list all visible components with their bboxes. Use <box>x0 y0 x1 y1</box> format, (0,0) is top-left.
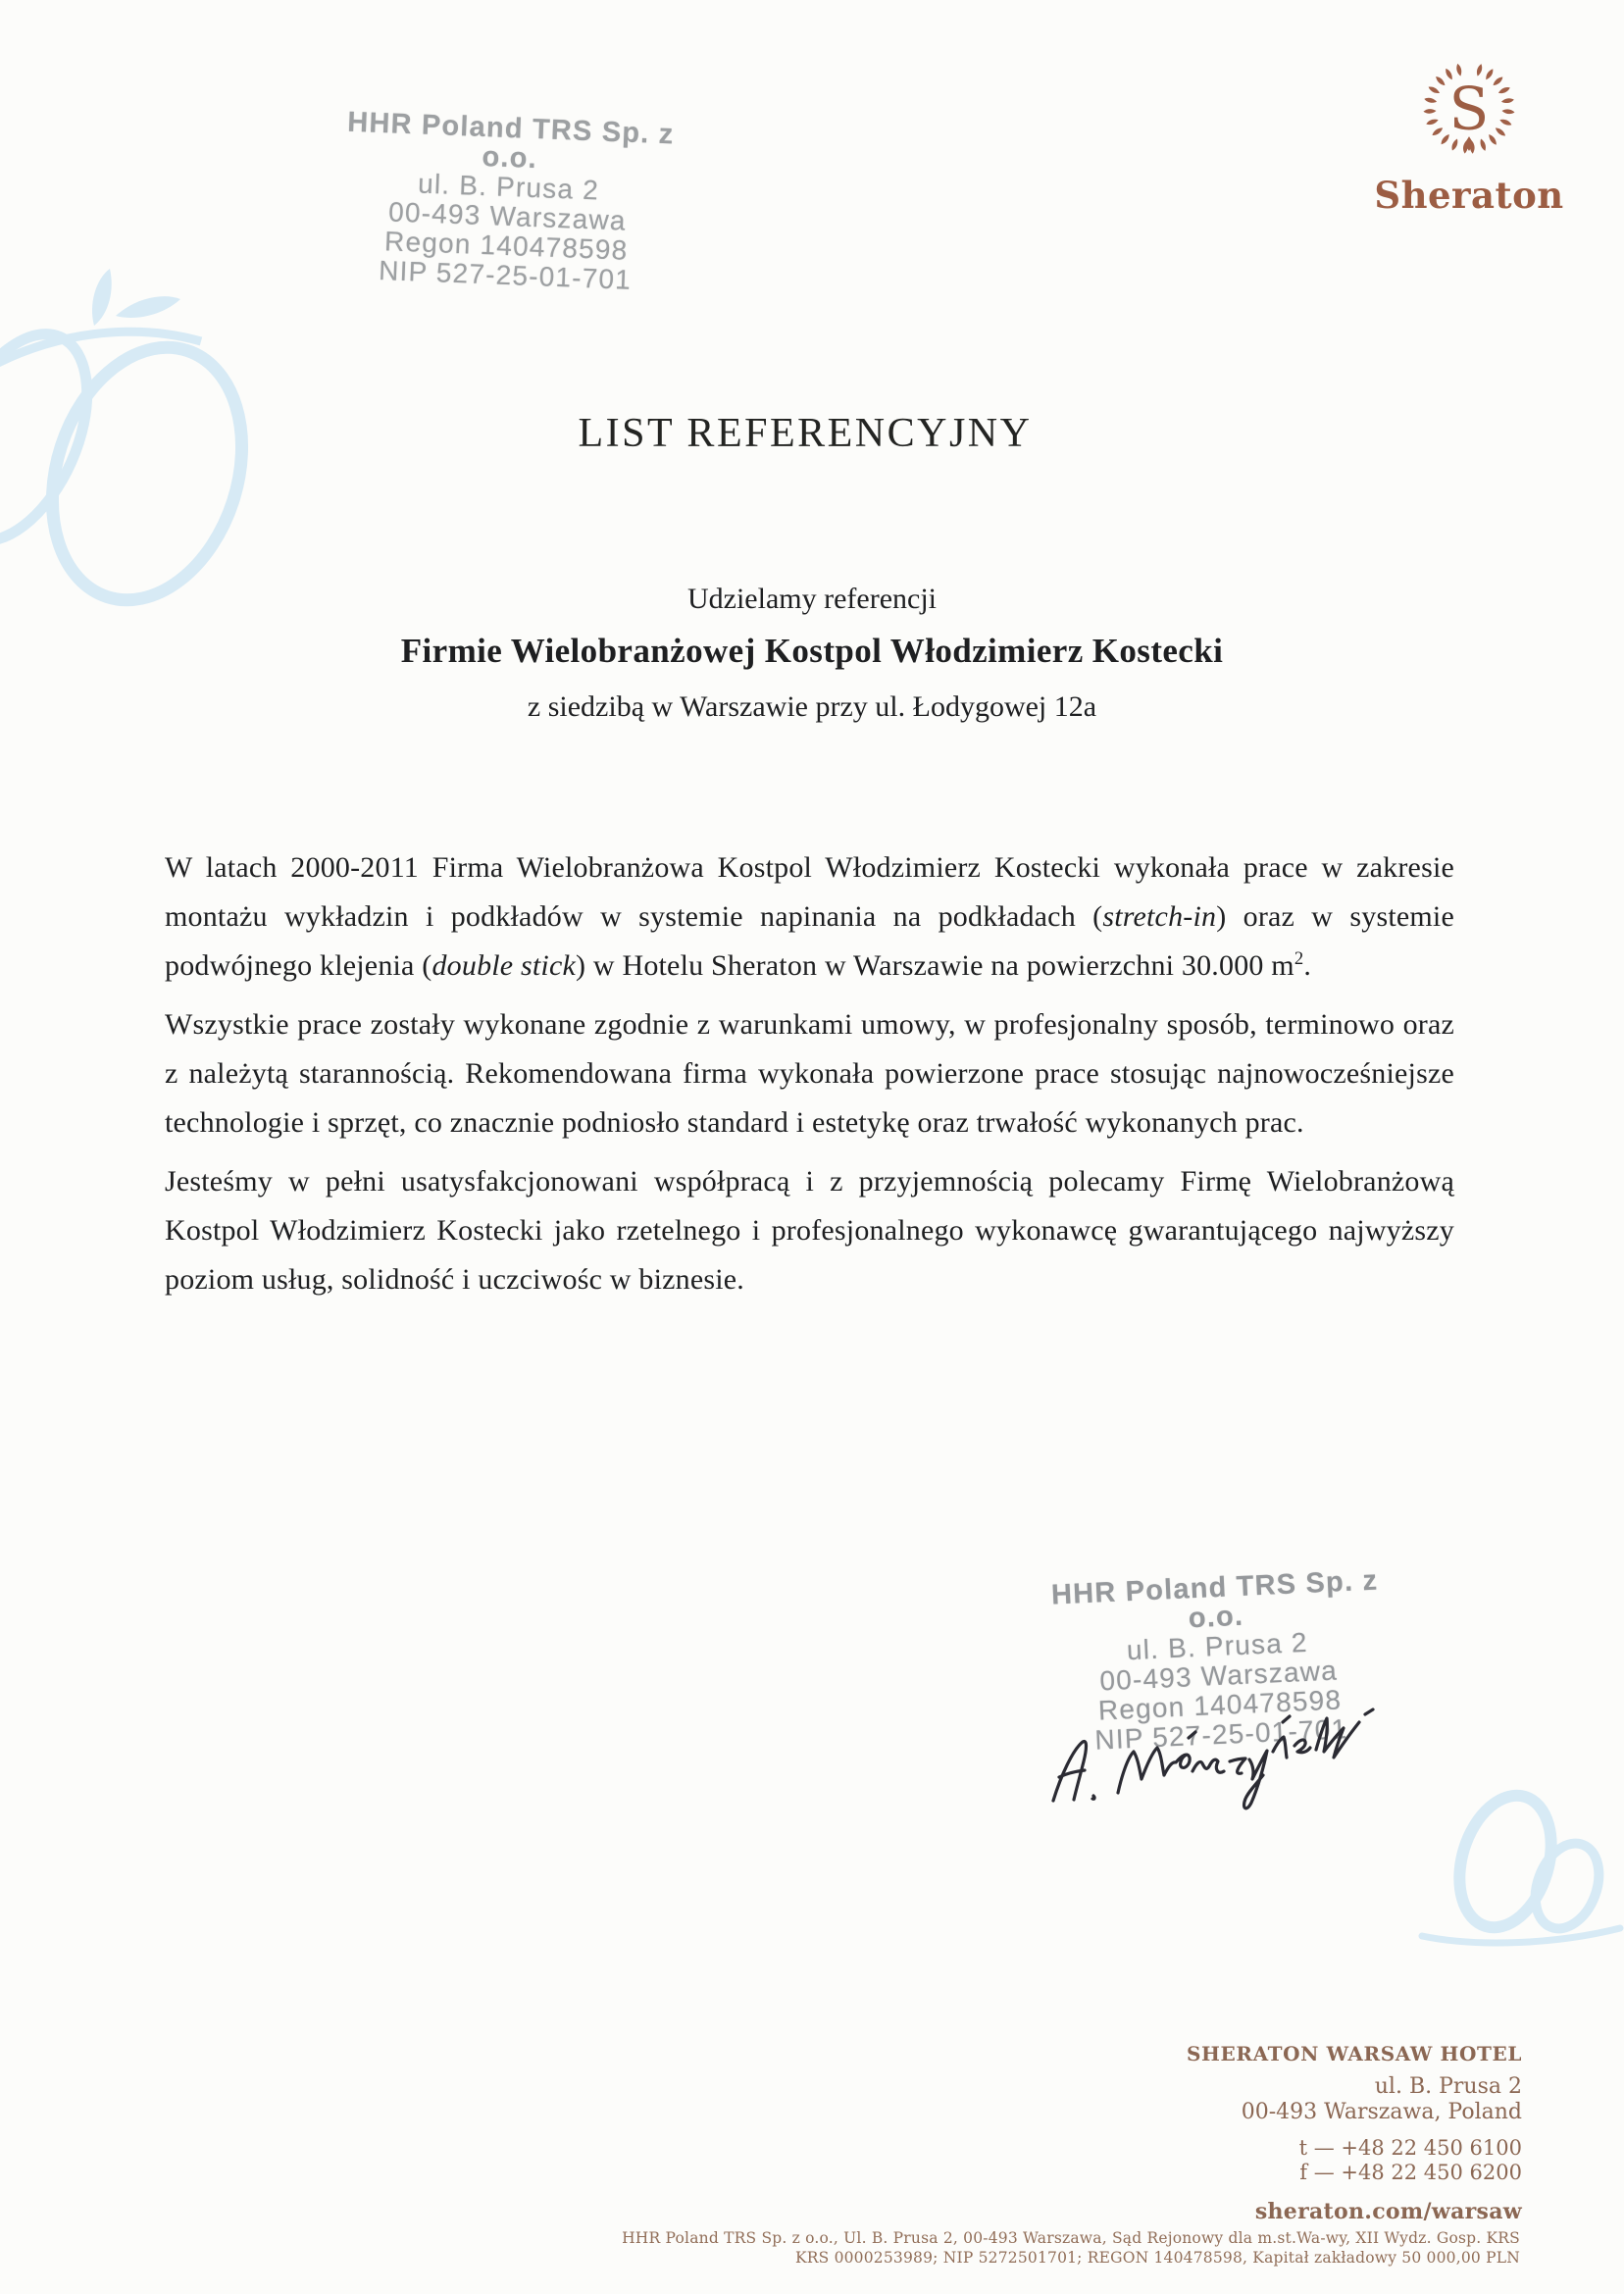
footer <box>1187 2042 1522 2224</box>
letter-intro: Udzielamy referencji <box>686 583 938 615</box>
stamp-city-line: 00-493 Warszawa <box>1098 1655 1339 1697</box>
letter-recipient-address: z siedzibą w Warszawie przy ul. Łodygowej 12a <box>527 690 1097 723</box>
letter-title: LIST REFERENCYJNY <box>578 411 1033 456</box>
stamp-regon-line: Regon 140478598 <box>383 226 630 266</box>
footer-legal-line-1: HHR Poland TRS Sp. z o.o., Ul. B. Prusa 2, 00-493 Warszawa, Sąd Rejonowy dla m.st.Wa-wy, XII Wydz. Gosp. KRS <box>622 2229 1520 2247</box>
sheraton-wordmark: Sheraton <box>1374 174 1564 217</box>
footer-phone: t — +48 22 450 6100 <box>1298 2136 1522 2160</box>
footer-address-line-2: 00-493 Warszawa, Poland <box>1241 2100 1522 2124</box>
paragraph-1 <box>165 843 1454 991</box>
square-meters-superscript: 2 <box>1294 948 1304 969</box>
sheraton-logo <box>1371 55 1567 217</box>
footer-legal-line-2: KRS 0000253989; NIP 5272501701; REGON 140478598, Kapitał zakładowy 50 000,00 PLN <box>794 2249 1520 2267</box>
paragraph-1-text: . <box>1303 949 1312 982</box>
sheraton-monogram: S <box>1448 76 1490 144</box>
paragraph-2: Wszystkie prace zostały wykonane zgodnie z warunkami umowy, w profesjonalny sposób, terminowo oraz z należytą starannością. Rekomendowana firma wykonała powierzone prace stosując najnowocześniejsze technologie i sprzęt, co znacznie podniosło standard i estetykę oraz trwałość wykonanych prac. <box>165 1008 1454 1139</box>
paragraph-1-italic-double-stick: double stick <box>431 949 576 982</box>
paragraph-1-italic-stretch-in: stretch-in <box>1102 900 1217 933</box>
stamp-company-line: HHR Poland TRS Sp. z o.o. <box>346 106 676 176</box>
paragraph-1-text: ) oraz w systemie podwójnego klejenia ( <box>165 900 1454 982</box>
stamp-company-line: HHR Poland TRS Sp. z o.o. <box>1050 1564 1379 1635</box>
stamp-city-line: 00-493 Warszawa <box>387 196 628 236</box>
stamp-street-line: ul. B. Prusa 2 <box>417 168 600 206</box>
paragraph-1-text: W latach 2000-2011 Firma Wielobranżowa Kostpol Włodzimierz Kostecki wykonała prace w zakresie montażu wykładzin i podkładów w systemie napinania na podkładach ( <box>165 851 1454 933</box>
stamp-regon-line: Regon 140478598 <box>1097 1684 1343 1726</box>
signature-handwriting <box>1020 1707 1393 1819</box>
footer-fax: f — +48 22 450 6200 <box>1299 2161 1522 2184</box>
company-stamp-top <box>323 107 694 297</box>
footer-address-line-1: ul. B. Prusa 2 <box>1374 2074 1522 2099</box>
paragraph-1-text: ) w Hotelu Sheraton w Warszawie na powierzchni 30.000 m <box>576 949 1294 982</box>
letter-body <box>165 843 1454 1314</box>
paragraph-3: Jesteśmy w pełni usatysfakcjonowani współpracą i z przyjemnością polecamy Firmę Wielobranżową Kostpol Włodzimierz Kostecki jako rzetelnego i profesjonalnego wykonawcę gwarantującego najwyższy poziom usług, solidność i uczciwośc w biznesie. <box>165 1165 1454 1296</box>
footer-legal <box>622 2228 1520 2268</box>
stamp-street-line: ul. B. Prusa 2 <box>1126 1626 1309 1666</box>
stamp-nip-line: NIP 527-25-01-701 <box>378 255 633 295</box>
footer-website: sheraton.com/warsaw <box>1254 2199 1522 2224</box>
footer-hotel-name: SHERATON WARSAW HOTEL <box>1187 2042 1522 2065</box>
watermark-swirl-bottom-right-icon <box>1410 1773 1624 1979</box>
sheraton-wreath-icon <box>1414 55 1524 165</box>
stamp-nip-line: NIP 527-25-01-701 <box>1093 1713 1348 1756</box>
letter-recipient: Firmie Wielobranżowej Kostpol Włodzimierz Kostecki <box>400 632 1224 670</box>
